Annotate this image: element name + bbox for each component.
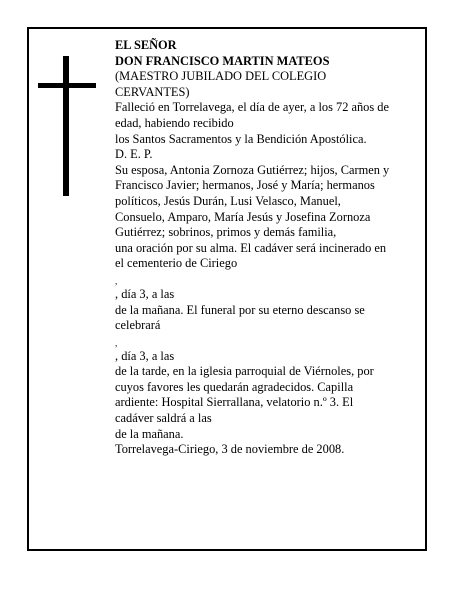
text-line: edad, habiendo recibido	[115, 115, 234, 130]
text-line: cadáver saldrá a las	[115, 411, 212, 426]
text-line: de la mañana. El funeral por su eterno descanso se	[115, 302, 365, 317]
text-line: , día 3, a las	[115, 348, 175, 363]
heading-title: EL SEÑOR	[115, 38, 177, 52]
text-line: Consuelo, Amparo, María Jesús y Josefina Zornoza	[115, 209, 371, 224]
comma-line: ,	[115, 275, 118, 286]
text-line: Falleció en Torrelavega, el día de ayer, a los 72 años de	[115, 100, 389, 115]
cross-horizontal-bar	[38, 83, 96, 88]
text-line: cuyos favores les quedarán agradecidos. Capilla	[115, 379, 354, 394]
text-line: celebrará	[115, 318, 161, 333]
text-line: , día 3, a las	[115, 286, 175, 301]
text-line: ardiente: Hospital Sierrallana, velatorio n.º 3. El	[115, 395, 354, 410]
text-line: de la mañana.	[115, 426, 184, 441]
cross-vertical-bar	[63, 56, 69, 196]
date-place-line: Torrelavega-Ciriego, 3 de noviembre de 2008.	[115, 442, 345, 457]
text-line: Su esposa, Antonia Zornoza Gutiérrez; hijos, Carmen y	[115, 162, 390, 177]
text-line: Francisco Javier; hermanos, José y María; hermanos	[115, 178, 375, 193]
text-line: políticos, Jesús Durán, Lusi Velasco, Manuel,	[115, 193, 341, 208]
comma-line: ,	[115, 337, 118, 348]
text-line: de la tarde, en la iglesia parroquial de Viérnoles, por	[115, 364, 374, 379]
rip-line: D. E. P.	[115, 147, 153, 162]
text-line: los Santos Sacramentos y la Bendición Apostólica.	[115, 131, 367, 146]
obituary-text	[115, 38, 415, 458]
text-line: Gutiérrez; sobrinos, primos y demás familia,	[115, 225, 337, 240]
occupation-line-1: (MAESTRO JUBILADO DEL COLEGIO	[115, 69, 327, 84]
occupation-line-2: CERVANTES)	[115, 84, 190, 99]
text-line: el cementerio de Ciriego	[115, 256, 238, 271]
deceased-name: DON FRANCISCO MARTIN MATEOS	[115, 53, 330, 68]
text-line: una oración por su alma. El cadáver será incinerado en	[115, 240, 387, 255]
